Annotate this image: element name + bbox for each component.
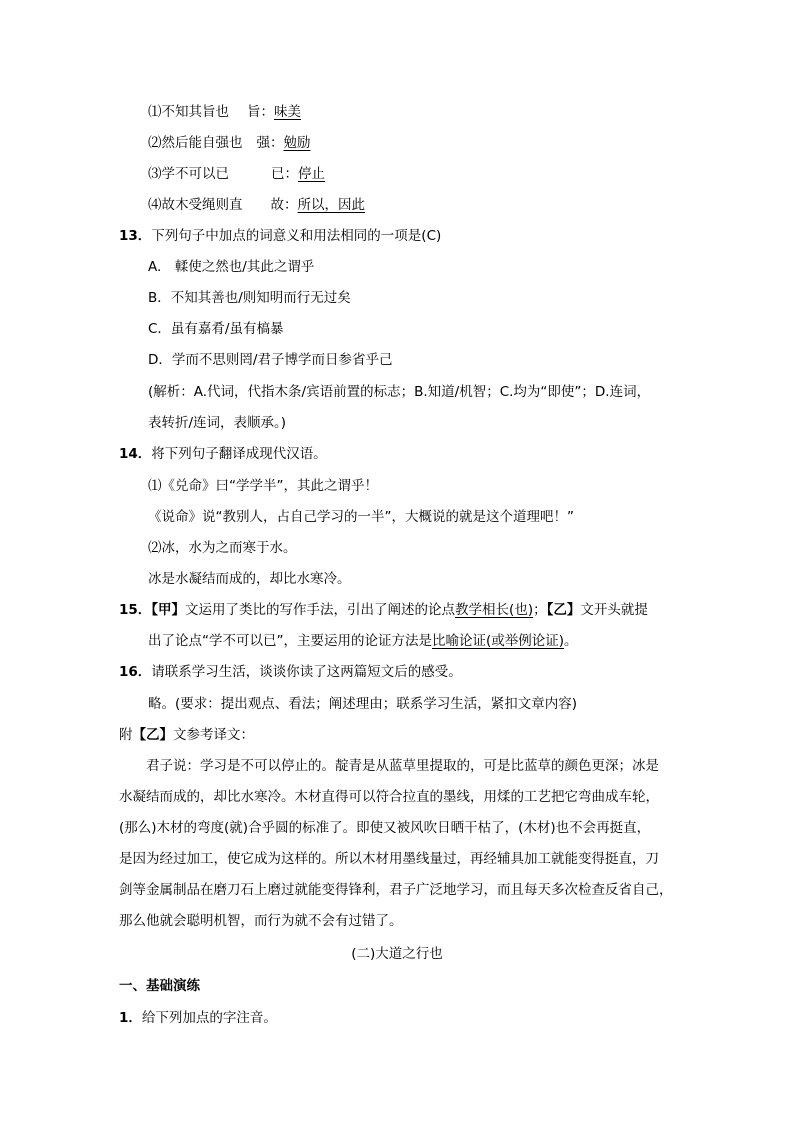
question-15-cont	[148, 631, 578, 651]
appendix-title	[119, 725, 254, 745]
answer-blank: 教学相长(也)	[455, 602, 534, 618]
answer-text: 略。(要求：提出观点、看法；阐述理由；联系学习生活，紧扣文章内容)	[148, 696, 578, 712]
vocab-sentence: ⑷故木受绳则直	[148, 197, 243, 213]
translate-answer: 冰是水凝结而成的，却比水寒冷。	[148, 571, 351, 587]
option-c: C．虽有嘉肴/虽有槁暴	[148, 321, 284, 337]
question-text: 文开头就提	[580, 602, 648, 618]
section-title: (二)大道之行也	[351, 946, 443, 962]
question-number: 15．	[119, 602, 152, 618]
bracket-yi: 【乙】	[132, 727, 173, 743]
question-16	[119, 662, 462, 682]
question-13	[119, 226, 441, 246]
vocab-word: 旨：	[247, 104, 274, 120]
paragraph-line: (那么)木材的弯度(就)合乎圆的标准了。即使又被风吹日晒干枯了，(木材)也不会再挺直，	[119, 820, 651, 836]
appendix-title-text: 文参考译文：	[173, 727, 254, 743]
question-number: 14．	[119, 446, 152, 462]
translate-answer: 《说命》说“教别人，占自己学习的一半”，大概说的就是这个道理吧！”	[148, 509, 574, 525]
vocab-sentence: ⑴不知其旨也	[148, 104, 229, 120]
paragraph-line: 那么他就会聪明机智，而行为就不会有过错了。	[119, 913, 403, 929]
paragraph-line: 是因为经过加工，使它成为这样的。所以木材用墨线量过，再经辅具加工就能变得挺直，刀	[119, 851, 659, 867]
vocab-answer: 勉励	[283, 135, 311, 151]
question-number: 13．	[119, 228, 152, 244]
vocab-sentence: ⑵然后能自强也	[148, 135, 243, 151]
vocab-answer: 所以，因此	[297, 197, 365, 213]
question-15	[119, 600, 648, 620]
translate-sentence: ⑵冰，水为之而寒于水。	[148, 540, 297, 556]
vocab-word: 故：	[270, 197, 298, 213]
vocab-item	[148, 164, 325, 184]
analysis-line: (解析：A.代词，代指木条/宾语前置的标志；B.知道/机智；C.均为“即使”；D.连词，	[148, 384, 651, 400]
question-number: 16．	[119, 664, 152, 680]
question-1	[119, 1008, 277, 1028]
vocab-answer: 味美	[274, 104, 301, 120]
vocab-word: 强：	[256, 135, 284, 151]
vocab-answer: 停止	[298, 166, 325, 182]
question-stem: 给下列加点的字注音。	[141, 1010, 277, 1026]
option-a: A. 輮使之然也/其此之谓乎	[148, 259, 315, 275]
question-number: 1．	[119, 1010, 142, 1026]
question-text: 文运用了类比的写作手法，引出了阐述的论点	[185, 602, 456, 618]
appendix-prefix: 附	[119, 727, 133, 743]
answer-blank: 比喻论证(或举例论证)	[432, 633, 565, 649]
bracket-jia: 【甲】	[151, 602, 186, 618]
question-stem: 将下列句子翻译成现代汉语。	[151, 446, 327, 462]
vocab-word: 已：	[271, 166, 298, 182]
appendix-paragraph	[119, 751, 675, 937]
question-stem: 请联系学习生活，谈谈你读了这两篇短文后的感受。	[151, 664, 462, 680]
question-14	[119, 444, 327, 464]
bracket-yi: 【乙】	[546, 602, 581, 618]
vocab-item	[148, 133, 311, 153]
paragraph-line: 水凝结而成的，却比水寒冷。木材直得可以符合拉直的墨线，用煣的工艺把它弯曲成车轮，	[119, 789, 659, 805]
part-heading: 一、基础演练	[119, 978, 200, 994]
separator: ；	[533, 602, 547, 618]
vocab-item	[148, 102, 301, 122]
question-stem: 下列句子中加点的词意义和用法相同的一项是(C)	[151, 228, 442, 244]
analysis-line: 表转折/连词，表顺承。)	[148, 415, 287, 431]
paragraph-line: 剑等金属制品在磨刀石上磨过就能变得锋利，君子广泛地学习，而且每天多次检查反省自己，	[119, 882, 673, 898]
paragraph-line: 君子说：学习是不可以停止的。靛青是从蓝草里提取的，可是比蓝草的颜色更深；冰是	[119, 758, 659, 774]
option-b: B．不知其善也/则知明而行无过矣	[148, 290, 351, 306]
end-punct: 。	[564, 633, 578, 649]
translate-sentence: ⑴《兑命》曰“学学半”，其此之谓乎！	[148, 478, 378, 494]
question-text: 出了论点“学不可以已”，主要运用的论证方法是	[148, 633, 432, 649]
option-d: D．学而不思则罔/君子博学而日参省乎己	[148, 352, 393, 368]
vocab-item	[148, 195, 365, 215]
vocab-sentence: ⑶学不可以已	[148, 166, 229, 182]
